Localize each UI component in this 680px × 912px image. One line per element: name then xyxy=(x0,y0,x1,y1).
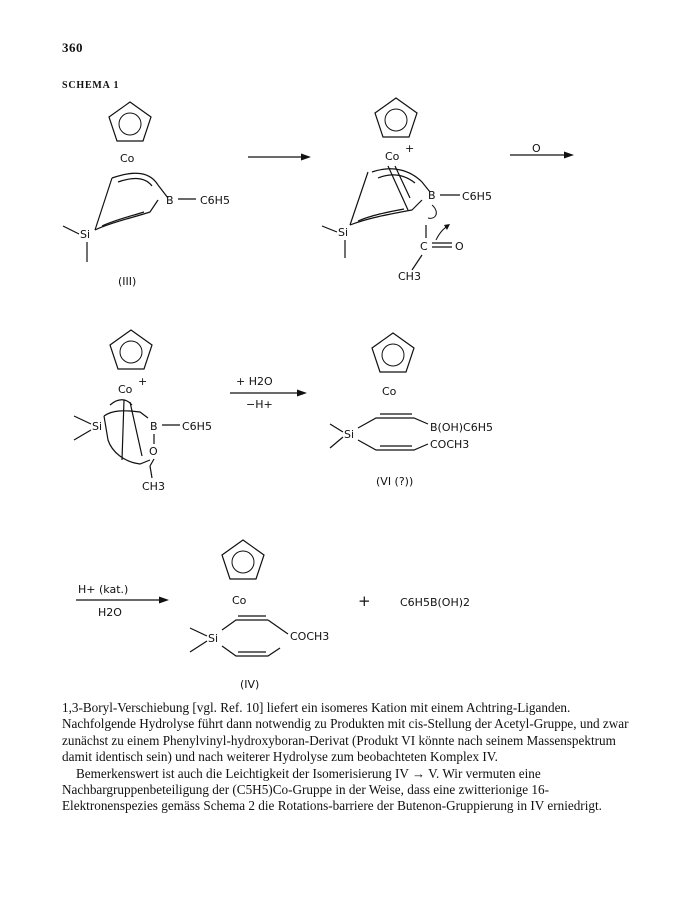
cyclopentadienyl-ring-icon xyxy=(372,333,414,372)
arrow-3-above-label: + H2O xyxy=(236,375,273,388)
arrow-4-below-label: H2O xyxy=(98,606,122,619)
compound-VI-silicon: Si xyxy=(344,428,355,441)
cation-2-boron: B xyxy=(150,420,158,433)
compound-III-boron: B xyxy=(166,194,174,207)
cyclopentadienyl-ring-icon xyxy=(222,540,264,579)
compound-III-label: (III) xyxy=(118,275,137,288)
compound-VI-label: (VI (?)) xyxy=(376,475,414,488)
cation-1-boron: B xyxy=(428,189,436,202)
cation-2-boron-substituent: C6H5 xyxy=(182,420,212,433)
cation-1-oxygen: O xyxy=(455,240,464,253)
compound-III-boron-substituent: C6H5 xyxy=(200,194,230,207)
plus-sign: + xyxy=(358,592,371,610)
reaction-arrow-4 xyxy=(76,583,169,619)
compound-cation-1 xyxy=(322,98,492,283)
page-number: 360 xyxy=(62,40,83,55)
reaction-arrow-3 xyxy=(230,375,307,411)
paragraph-2: Bemerkenswert ist auch die Leichtigkeit der Isomerisierung IV → V. Wir vermuten eine Nachbargruppenbeteiligung der (C5H5)Co-Gruppe in der Weise, dass eine zwitterionige 16-Elektronenspezies gemäss Schema 2 die Rotations-barriere der Butenon-Gruppierung in IV erniedrigt. xyxy=(62,765,602,814)
arrow-4-above-label: H+ (kat.) xyxy=(78,583,129,596)
compound-cation-2 xyxy=(74,330,212,493)
compound-IV-substituent: COCH3 xyxy=(290,630,330,643)
cation-2-charge: + xyxy=(138,375,148,388)
cyclopentadienyl-ring-icon xyxy=(375,98,417,137)
cation-2-methyl: CH3 xyxy=(142,480,165,493)
compound-IV xyxy=(190,540,329,691)
compound-VI-upper-substituent: B(OH)C6H5 xyxy=(430,421,494,434)
compound-VI-metal: Co xyxy=(382,385,397,398)
compound-VI-lower-substituent: COCH3 xyxy=(430,438,470,451)
cation-1-carbon: C xyxy=(420,240,428,253)
cation-2-oxygen: O xyxy=(149,445,158,458)
byproduct-formula: C6H5B(OH)2 xyxy=(400,596,471,609)
cation-2-metal: Co xyxy=(118,383,133,396)
cation-1-silicon: Si xyxy=(338,226,349,239)
reaction-arrow-2 xyxy=(510,142,574,159)
cation-1-metal: Co xyxy=(385,150,400,163)
compound-III xyxy=(63,102,230,288)
compound-III-metal: Co xyxy=(120,152,135,165)
cyclopentadienyl-ring-icon xyxy=(110,330,152,369)
arrow-2-label: O xyxy=(532,142,541,155)
cation-1-methyl: CH3 xyxy=(398,270,421,283)
arrow-3-below-label: −H+ xyxy=(246,398,273,411)
cyclopentadienyl-ring-icon xyxy=(109,102,151,141)
cation-2-silicon: Si xyxy=(92,420,103,433)
compound-IV-silicon: Si xyxy=(208,632,219,645)
scheme-label: SCHEMA 1 xyxy=(62,80,120,91)
compound-III-silicon: Si xyxy=(80,228,91,241)
cation-1-boron-substituent: C6H5 xyxy=(462,190,492,203)
compound-VI xyxy=(330,333,493,488)
cation-1-charge: + xyxy=(405,142,415,155)
reaction-arrow-1 xyxy=(248,154,311,161)
body-text xyxy=(62,700,630,815)
compound-IV-metal: Co xyxy=(232,594,247,607)
compound-IV-label: (IV) xyxy=(240,678,260,691)
paragraph-1: 1,3-Boryl-Verschiebung [vgl. Ref. 10] liefert ein isomeres Kation mit einem Achtring-Liganden. Nachfolgende Hydrolyse führt dann notwendig zu Produkten mit cis-Stellung der Acetyl-Gruppe, und zwar zunächst zu einem Phenylvinyl-hydroxyboran-Derivat (Produkt VI könnte nach seinem Massenspektrum damit identisch sein) und nach weiterer Hydrolyse zum beobachteten Komplex IV. xyxy=(62,700,629,765)
